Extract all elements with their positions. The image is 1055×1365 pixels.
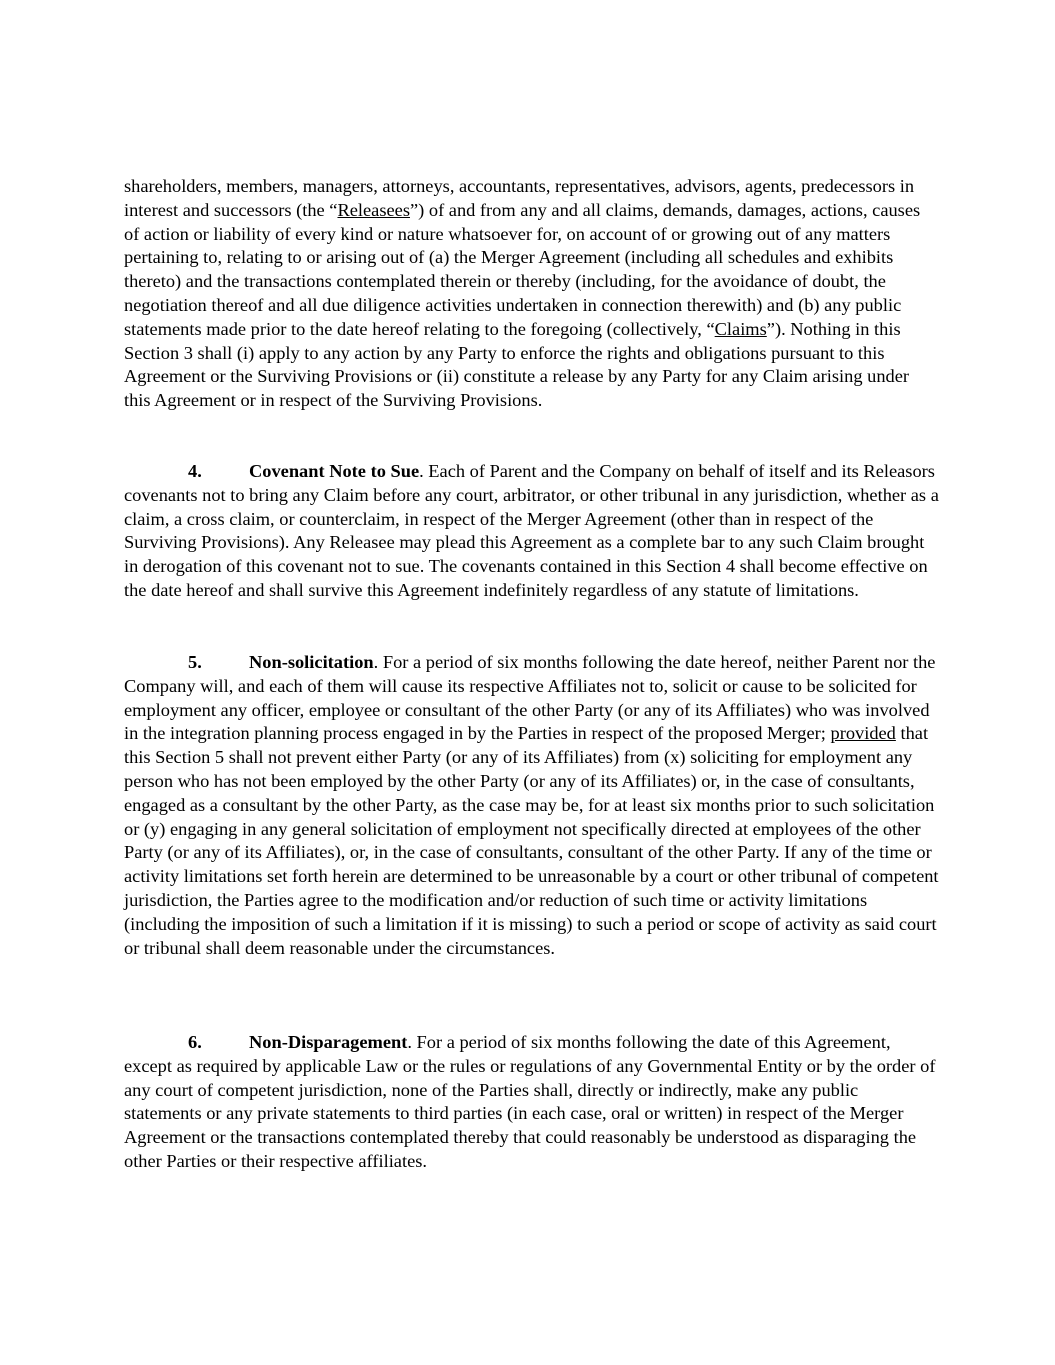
section-heading: Non-Disparagement xyxy=(249,1032,408,1052)
paragraph-section-3-continued xyxy=(124,175,939,413)
paragraph-section-6 xyxy=(124,1031,939,1174)
section-heading: Non-solicitation xyxy=(249,652,374,672)
paragraph-section-5 xyxy=(124,651,939,960)
section-heading: Covenant Note to Sue xyxy=(249,461,420,481)
para-text: shareholders, members, managers, attorneys, accountants, representatives, advisors, agents, predecessors in interest and successors (the “ xyxy=(124,176,915,220)
section-number: 6. xyxy=(188,1032,202,1052)
paragraph-section-4 xyxy=(124,460,939,603)
section-number: 5. xyxy=(188,652,202,672)
section-number: 4. xyxy=(188,461,202,481)
defined-term-provided: provided xyxy=(830,723,896,744)
para-text: ”). Nothing in this Section 3 shall (i) apply to any action by any Party to enforce the rights and obligations pursuant to this Agreement or the Surviving Provisions or (ii) constitute a release by any Party for any Claim arising under this Agreement or in respect of the Surviving Provisions. xyxy=(124,318,909,411)
defined-term-claims: Claims xyxy=(714,318,767,339)
section-text: . Each of Parent and the Company on behalf of itself and its Releasors covenants not to bring any Claim before any court, arbitrator, or other tribunal in any jurisdiction, whether as a claim, a cross claim, or counterclaim, in respect of the Merger Agreement (other than in respect of the Surviving Provisions). Any Releasee may plead this Agreement as a complete bar to any such Claim brought in derogation of this covenant not to sue. The covenants contained in this Section 4 shall become effective on the date hereof and shall survive this Agreement indefinitely regardless of any statute of limitations. xyxy=(124,461,939,600)
section-text: that this Section 5 shall not prevent either Party (or any of its Affiliates) from (x) soliciting for employment any person who has not been employed by the other Party (or any of its Affiliates) or, in the case of consultants, engaged as a consultant by the other Party, as the case may be, for at least six months prior to such solicitation or (y) engaging in any general solicitation of employment not specifically directed at employees of the other Party (or any of its Affiliates), or, in the case of consultants, consultant of the other Party. If any of the time or activity limitations set forth herein are determined to be unreasonable by a court or other tribunal of competent jurisdiction, the Parties agree to the modification and/or reduction of such time or activity limitations (including the imposition of such a limitation if it is missing) to such a period or scope of activity as said court or tribunal shall deem reasonable under the circumstances. xyxy=(124,723,939,958)
section-text: . For a period of six months following the date hereof, neither Parent nor the Company will, and each of them will cause its respective Affiliates not to, solicit or cause to be solicited for employment any officer, employee or consultant of the other Party (or any of its Affiliates) who was involved in the integration planning process engaged in by the Parties in respect of the proposed Merger; xyxy=(124,652,936,744)
defined-term-releasees: Releasees xyxy=(337,199,410,220)
section-text: . For a period of six months following the date of this Agreement, except as required by applicable Law or the rules or regulations of any Governmental Entity or by the order of any court of competent jurisdiction, none of the Parties shall, directly or indirectly, make any public statements or any private statements to third parties (in each case, oral or written) in respect of the Merger Agreement or the transactions contemplated thereby that could reasonably be understood as disparaging the other Parties or their respective affiliates. xyxy=(124,1032,936,1171)
para-text: ”) of and from any and all claims, demands, damages, actions, causes of action or liability of every kind or nature whatsoever for, on account of or growing out of any matters pertaining to, relating to or arising out of (a) the Merger Agreement (including all schedules and exhibits thereto) and the transactions contemplated therein or thereby (including, for the avoidance of doubt, the negotiation thereof and all due diligence activities undertaken in connection therewith) and (b) any public statements made prior to the date hereof relating to the foregoing (collectively, “ xyxy=(124,199,921,339)
